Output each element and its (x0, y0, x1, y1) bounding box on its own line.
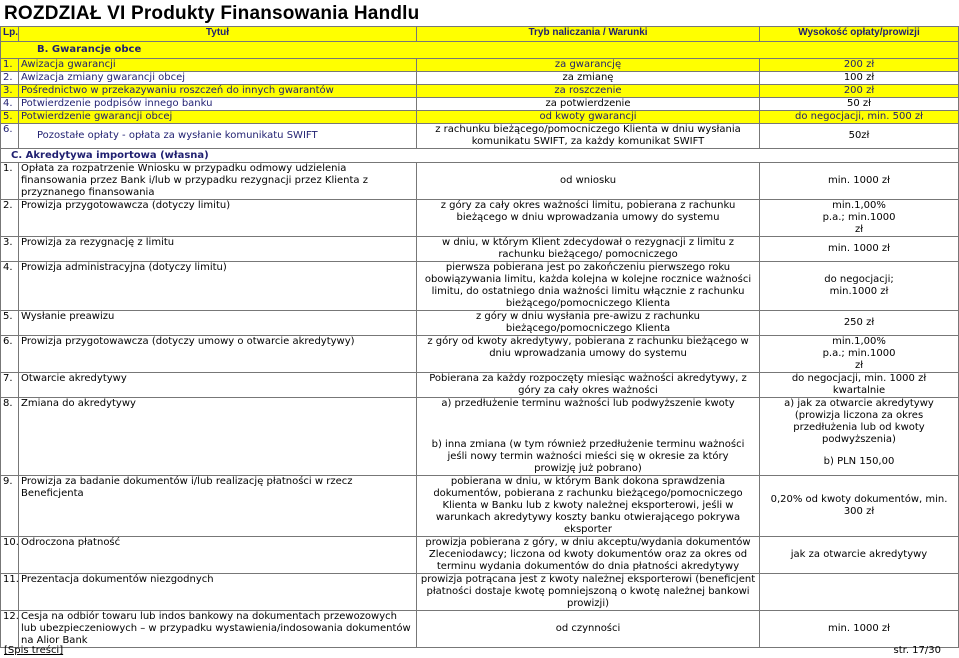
row-mode: za gwarancję (417, 59, 760, 72)
row-lp: 4. (1, 262, 19, 311)
header-lp: Lp. (1, 27, 19, 42)
table-row (1, 111, 959, 124)
row-title: Pośrednictwo w przekazywaniu roszczeń do innych gwarantów (19, 85, 417, 98)
row-lp: 3. (1, 237, 19, 262)
row-title: Opłata za rozpatrzenie Wniosku w przypadku odmowy udzielenia finansowania przez Bank i/lub w przypadku rezygnacji przez Klienta z przyznanego finansowania (19, 163, 417, 200)
row-title: Zmiana do akredytywy (19, 398, 417, 476)
row-fee: 250 zł (760, 311, 959, 336)
row-title: Cesja na odbiór towaru lub indos bankowy na dokumentach przewozowych lub ubezpieczeniowych – w przypadku wystawienia/indosowania dokumentów na Alior Bank (19, 611, 417, 648)
row-mode: za roszczenie (417, 85, 760, 98)
table-row (1, 237, 959, 262)
row-fee: min. 1000 zł (760, 163, 959, 200)
row-lp: 2. (1, 72, 19, 85)
row-mode: z rachunku bieżącego/pomocniczego Klienta w dniu wysłania komunikatu SWIFT, za każdy komunikat SWIFT (417, 124, 760, 149)
row-mode: prowizja pobierana z góry, w dniu akceptu/wydania dokumentów Zleceniodawcy; liczona od kwoty dokumentów oraz za okres od terminu wydania dokumentów do dnia płatności akredytywy (417, 537, 760, 574)
row-fee (760, 398, 959, 476)
table-row (1, 59, 959, 72)
row-mode: pobierana w dniu, w którym Bank dokona sprawdzenia dokumentów, pobierana z rachunku bieżącego/pomocniczego Klienta w Banku lub z kwoty należnej eksporterowi, jeśli w warunkach akredytywy koszty banku otwierającego pokrywa eksporter (417, 476, 760, 537)
header-title: Tytuł (19, 27, 417, 42)
row-fee: do negocjacji, min. 1000 zł kwartalnie (760, 373, 959, 398)
table-row (1, 537, 959, 574)
row-lp: 6. (1, 124, 19, 149)
row-mode (417, 398, 760, 476)
row-fee: jak za otwarcie akredytywy (760, 537, 959, 574)
row-mode: Pobierana za każdy rozpoczęty miesiąc ważności akredytywy, z góry za cały okres ważności (417, 373, 760, 398)
row-title: Prowizja za rezygnację z limitu (19, 237, 417, 262)
row-mode: od kwoty gwarancji (417, 111, 760, 124)
row-title: Prowizja przygotowawcza (dotyczy umowy o otwarcie akredytywy) (19, 336, 417, 373)
row-mode: za potwierdzenie (417, 98, 760, 111)
row-lp: 1. (1, 163, 19, 200)
table-row (1, 311, 959, 336)
table-row (1, 124, 959, 149)
row-lp: 5. (1, 111, 19, 124)
table-row (1, 72, 959, 85)
row-title: Awizacja zmiany gwarancji obcej (19, 72, 417, 85)
table-header (1, 27, 959, 42)
row-fee: 50zł (760, 124, 959, 149)
section-c-title: C. Akredytywa importowa (własna) (11, 150, 209, 161)
row-lp: 7. (1, 373, 19, 398)
row-title: Wysłanie preawizu (19, 311, 417, 336)
footer-toc (4, 645, 63, 656)
section-c-row (1, 149, 959, 163)
row-fee: do negocjacji; min.1000 zł (760, 262, 959, 311)
row-title: Potwierdzenie podpisów innego banku (19, 98, 417, 111)
row-fee-a: a) jak za otwarcie akredytywy (prowizja liczona za okres przedłużenia lub od kwoty podwyższenia) (784, 398, 934, 445)
table-row (1, 163, 959, 200)
row-lp: 10. (1, 537, 19, 574)
row-title: Awizacja gwarancji (19, 59, 417, 72)
row-mode: prowizja potrącana jest z kwoty należnej eksporterowi (beneficjent płatności dostaje kwotę pomniejszoną o kwotę należnej bankowi prowizji) (417, 574, 760, 611)
row-lp: 8. (1, 398, 19, 476)
row-mode: od wniosku (417, 163, 760, 200)
row-mode: pierwsza pobierana jest po zakończeniu pierwszego roku obowiązywania limitu, każda kolejna w kolejne rocznice ważności limitu, do ostatniego dnia ważności limitu włącznie z rachunku bieżącego/pomocniczego Klienta (417, 262, 760, 311)
row-title: Pozostałe opłaty - opłata za wysłanie komunikatu SWIFT (19, 124, 417, 149)
table-row (1, 398, 959, 476)
row-fee: min. 1000 zł (760, 611, 959, 648)
row-fee: min.1,00% p.a.; min.1000 zł (760, 200, 959, 237)
row-lp: 9. (1, 476, 19, 537)
row-fee: 200 zł (760, 85, 959, 98)
section-b-title: B. Gwarancje obce (37, 44, 142, 55)
row-fee: min.1,00% p.a.; min.1000 zł (760, 336, 959, 373)
row-mode: od czynności (417, 611, 760, 648)
table-row (1, 611, 959, 648)
row-fee: do negocjacji, min. 500 zł (760, 111, 959, 124)
row-fee: 0,20% od kwoty dokumentów, min. 300 zł (760, 476, 959, 537)
row-mode: w dniu, w którym Klient zdecydował o rezygnacji z limitu z rachunku bieżącego/ pomocniczego (417, 237, 760, 262)
row-fee: 50 zł (760, 98, 959, 111)
row-lp: 12. (1, 611, 19, 648)
table-row (1, 98, 959, 111)
row-title: Prowizja przygotowawcza (dotyczy limitu) (19, 200, 417, 237)
row-title: Otwarcie akredytywy (19, 373, 417, 398)
header-fee: Wysokość opłaty/prowizji (760, 27, 959, 42)
row-mode: z góry za cały okres ważności limitu, pobierana z rachunku bieżącego w dniu wprowadzania umowy do systemu (417, 200, 760, 237)
row-lp: 1. (1, 59, 19, 72)
table-row (1, 574, 959, 611)
table-row (1, 200, 959, 237)
row-title: Prezentacja dokumentów niezgodnych (19, 574, 417, 611)
row-fee (760, 574, 959, 611)
row-lp: 11. (1, 574, 19, 611)
page-number: str. 17/30 (893, 645, 941, 656)
table-row (1, 262, 959, 311)
row-lp: 5. (1, 311, 19, 336)
row-lp: 4. (1, 98, 19, 111)
row-mode: z góry w dniu wysłania pre-awizu z rachunku bieżącego/pomocniczego Klienta (417, 311, 760, 336)
row-fee: min. 1000 zł (760, 237, 959, 262)
section-b-row (1, 42, 959, 59)
row-mode: z góry od kwoty akredytywy, pobierana z rachunku bieżącego w dniu wprowadzania umowy do systemu (417, 336, 760, 373)
fee-table (0, 26, 959, 648)
row-title: Prowizja za badanie dokumentów i/lub realizację płatności w rzecz Beneficjenta (19, 476, 417, 537)
row-title: Potwierdzenie gwarancji obcej (19, 111, 417, 124)
table-row (1, 373, 959, 398)
row-mode-a: a) przedłużenie terminu ważności lub podwyższenie kwoty (441, 398, 735, 409)
row-lp: 2. (1, 200, 19, 237)
header-mode: Tryb naliczania / Warunki (417, 27, 760, 42)
row-title: Prowizja administracyjna (dotyczy limitu) (19, 262, 417, 311)
row-mode: za zmianę (417, 72, 760, 85)
page-title: ROZDZIAŁ VI Produkty Finansowania Handlu (4, 3, 420, 24)
row-fee: 100 zł (760, 72, 959, 85)
row-fee: 200 zł (760, 59, 959, 72)
table-row (1, 85, 959, 98)
toc-link[interactable]: [Spis treści] (4, 645, 64, 656)
row-fee-b: b) PLN 150,00 (823, 456, 895, 467)
row-lp: 3. (1, 85, 19, 98)
table-row (1, 336, 959, 373)
table-row (1, 476, 959, 537)
row-lp: 6. (1, 336, 19, 373)
row-mode-b: b) inna zmiana (w tym również przedłużenie terminu ważności jeśli nowy termin ważności mieści się w okresie za który prowizję już pobrano) (431, 439, 745, 474)
row-title: Odroczona płatność (19, 537, 417, 574)
